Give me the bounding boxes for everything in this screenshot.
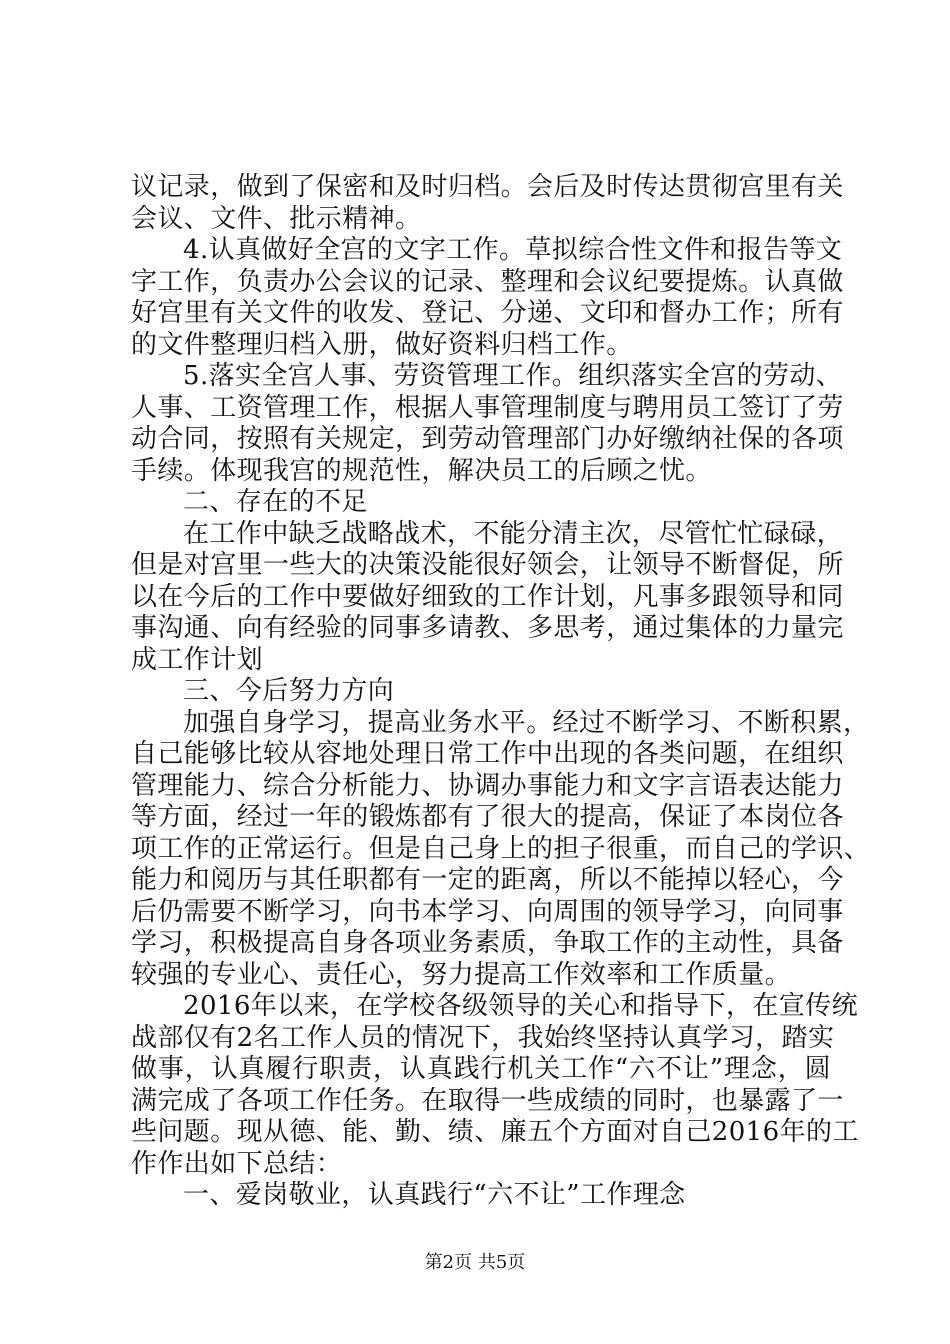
text-line: 管理能力、综合分析能力、协调办事能力和文字言语表达能力: [131, 770, 844, 801]
text-line: 做事，认真履行职责，认真践行机关工作“六不让”理念，圆: [131, 1054, 831, 1084]
document-body: [131, 172, 871, 1212]
text-line: 战部仅有2名工作人员的情况下，我始终坚持认真学习，踏实: [131, 1022, 835, 1053]
text-line: 在工作中缺乏战略战术，不能分清主次，尽管忙忙碌碌，: [183, 518, 844, 549]
text-line: 以在今后的工作中要做好细致的工作计划，凡事多跟领导和同: [131, 581, 844, 612]
text-line: 学习，积极提高自身各项业务素质，争取工作的主动性，具备: [131, 928, 844, 958]
text-line: 事沟通、向有经验的同事多请教、多思考，通过集体的力量完: [131, 613, 844, 643]
text-line: 后仍需要不断学习，向书本学习、向周围的领导学习，向同事: [131, 896, 844, 927]
text-line: 较强的专业心、责任心，努力提高工作效率和工作质量。: [131, 959, 792, 990]
text-line: 的文件整理归档入册，做好资料归档工作。: [131, 329, 633, 360]
page-footer: [0, 1248, 950, 1274]
text-line: 字工作，负责办公会议的记录、整理和会议纪要提炼。认真做: [131, 266, 844, 297]
text-line: 成工作计划: [131, 644, 264, 675]
text-line: 议记录，做到了保密和及时归档。会后及时传达贯彻宫里有关: [131, 172, 844, 202]
text-line: 一、爱岗敬业，认真践行“六不让”工作理念: [183, 1180, 686, 1210]
text-line: 些问题。现从德、能、勤、绩、廉五个方面对自己2016年的工: [131, 1117, 859, 1147]
text-line: 5.落实全宫人事、劳资管理工作。组织落实全宫的劳动、: [183, 361, 843, 391]
text-line: 动合同，按照有关规定，到劳动管理部门办好缴纳社保的各项: [131, 424, 844, 454]
page-number-label: 第2页 共5页: [424, 1252, 526, 1273]
text-line: 会议、文件、批示精神。: [131, 203, 422, 234]
text-line: 加强自身学习，提高业务水平。经过不断学习、不断积累，: [183, 707, 870, 738]
text-line: 三、今后努力方向: [183, 676, 395, 706]
text-line: 人事、工资管理工作，根据人事管理制度与聘用员工签订了劳: [131, 392, 844, 423]
text-line: 2016年以来，在学校各级领导的关心和指导下，在宣传统: [183, 991, 858, 1021]
text-line: 好宫里有关文件的收发、登记、分递、文印和督办工作；所有: [131, 298, 844, 328]
text-line: 项工作的正常运行。但是自己身上的担子很重，而自己的学识、: [131, 833, 871, 864]
text-line: 能力和阅历与其任职都有一定的距离，所以不能掉以轻心，今: [131, 865, 844, 895]
text-line: 满完成了各项工作任务。在取得一些成绩的同时，也暴露了一: [131, 1085, 844, 1116]
text-line: 手续。体现我宫的规范性，解决员工的后顾之忧。: [131, 455, 712, 486]
text-line: 自己能够比较从容地处理日常工作中出现的各类问题，在组织: [131, 739, 844, 769]
text-line: 等方面，经过一年的锻炼都有了很大的提高，保证了本岗位各: [131, 802, 844, 832]
text-line: 作作出如下总结：: [131, 1148, 343, 1179]
text-line: 但是对宫里一些大的决策没能很好领会，让领导不断督促，所: [131, 550, 844, 580]
text-line: 4.认真做好全宫的文字工作。草拟综合性文件和报告等文: [183, 235, 843, 265]
text-line: 二、存在的不足: [183, 487, 368, 517]
